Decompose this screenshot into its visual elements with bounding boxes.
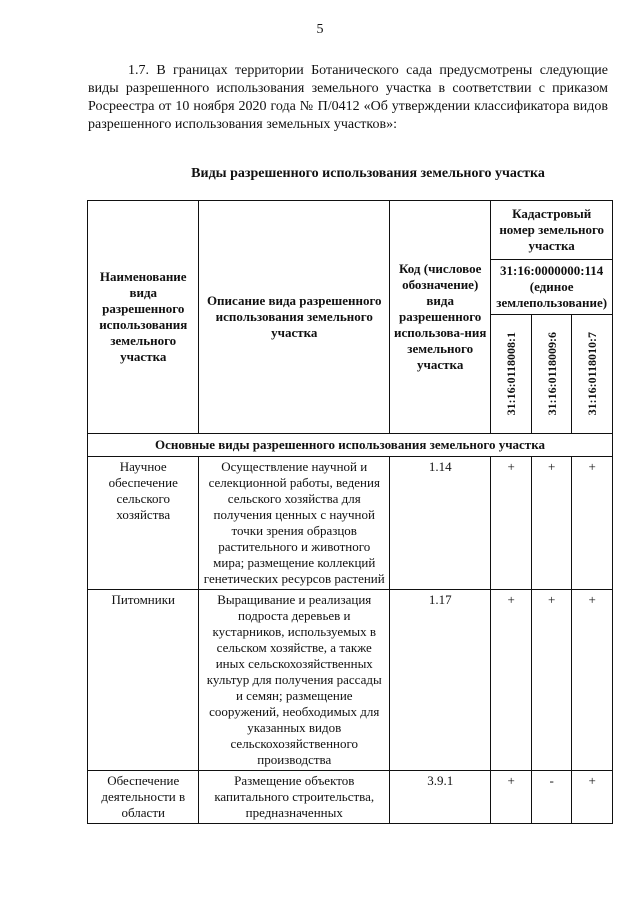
section-label: Основные виды разрешенного использования земельного участка bbox=[88, 434, 613, 457]
row-code: 3.9.1 bbox=[390, 771, 491, 824]
header-sub-3 bbox=[572, 315, 613, 434]
row-description: Размещение объектов капитального строительства, предназначенных bbox=[199, 771, 390, 824]
row-mark-3: + bbox=[572, 457, 613, 590]
row-mark-1: + bbox=[491, 771, 532, 824]
header-unified: 31:16:0000000:114 (единое землепользование) bbox=[491, 260, 613, 315]
header-sub-1-text: 31:16:0118008:1 bbox=[504, 332, 519, 416]
row-mark-3: + bbox=[572, 590, 613, 771]
section-row bbox=[88, 434, 613, 457]
row-code: 1.17 bbox=[390, 590, 491, 771]
row-mark-1: + bbox=[491, 590, 532, 771]
row-mark-2: + bbox=[531, 590, 572, 771]
intro-text: 1.7. В границах территории Ботанического сада предусмотрены следующие виды разрешенного использования земельного участка в соответствии с приказом Росреестра от 10 ноября 2020 года № П/0412 «Об утверждении классификатора видов разрешенного использования земельных участков»: bbox=[88, 63, 608, 132]
page-number: 5 bbox=[316, 22, 324, 37]
row-name: Обеспечение деятельности в области bbox=[88, 771, 199, 824]
header-row-1 bbox=[88, 201, 613, 260]
table-row bbox=[88, 457, 613, 590]
row-mark-3: + bbox=[572, 771, 613, 824]
header-code: Код (числовое обозначение) вида разрешенного использова-ния земельного участка bbox=[390, 201, 491, 434]
header-sub-2 bbox=[531, 315, 572, 434]
table-row bbox=[88, 590, 613, 771]
row-mark-2: - bbox=[531, 771, 572, 824]
header-cadastral: Кадастровый номер земельного участка bbox=[491, 201, 613, 260]
row-description: Осуществление научной и селекционной работы, ведения сельского хозяйства для получения ценных с научной точки зрения образцов растительного и животного мира; размещение коллекций генетических ресурсов растений bbox=[199, 457, 390, 590]
row-mark-2: + bbox=[531, 457, 572, 590]
land-use-table bbox=[87, 200, 613, 824]
header-sub-2-text: 31:16:0118009:6 bbox=[544, 332, 559, 416]
header-sub-3-text: 31:16:0118010:7 bbox=[585, 332, 600, 416]
header-sub-1 bbox=[491, 315, 532, 434]
row-name: Питомники bbox=[88, 590, 199, 771]
header-name: Наименование вида разрешенного использования земельного участка bbox=[88, 201, 199, 434]
header-description: Описание вида разрешенного использования земельного участка bbox=[199, 201, 390, 434]
row-code: 1.14 bbox=[390, 457, 491, 590]
row-name: Научное обеспечение сельского хозяйства bbox=[88, 457, 199, 590]
row-description: Выращивание и реализация подроста деревьев и кустарников, используемых в сельском хозяйстве, а также иных сельскохозяйственных культур для получения рассады и семян; размещение сооружений, необходимых для указанных видов сельскохозяйственного производства bbox=[199, 590, 390, 771]
row-mark-1: + bbox=[491, 457, 532, 590]
intro-paragraph bbox=[88, 62, 608, 134]
table-title: Виды разрешенного использования земельного участка bbox=[191, 166, 545, 181]
table-row bbox=[88, 771, 613, 824]
